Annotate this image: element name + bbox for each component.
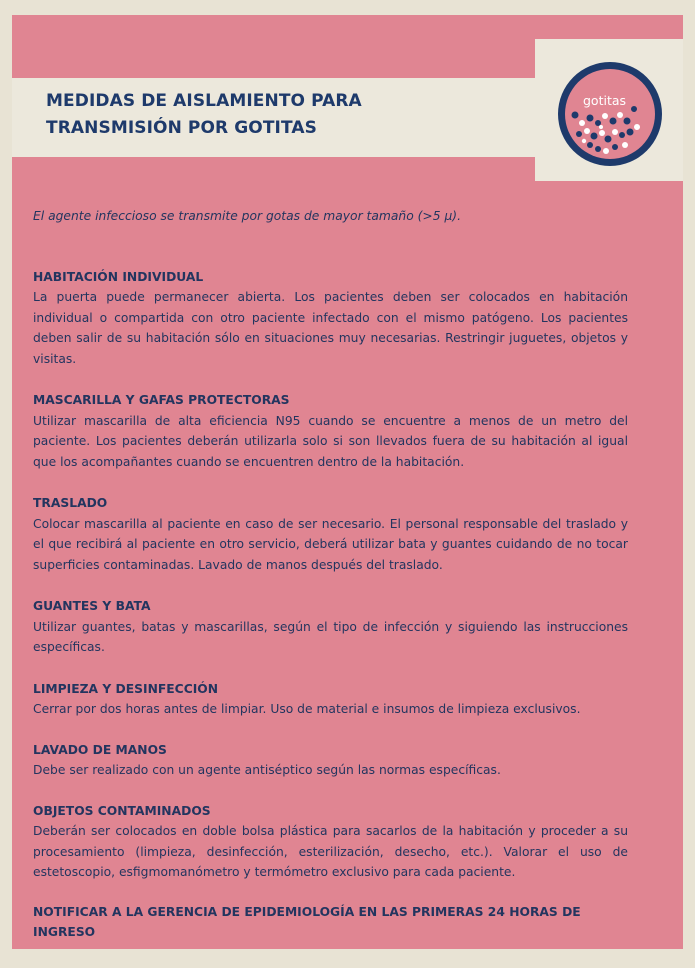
title-line-2: TRANSMISIÓN POR GOTITAS	[46, 118, 317, 138]
droplets-badge-icon	[535, 39, 683, 181]
page-title	[46, 88, 362, 142]
section-body: Cerrar por dos horas antes de limpiar. Uso de material e insumos de limpieza exclusivos.	[33, 702, 581, 716]
footer-note: NOTIFICAR A LA GERENCIA DE EPIDEMIOLOGÍA EN LAS PRIMERAS 24 HORAS DE INGRESO	[33, 904, 581, 939]
intro-text: El agente infeccioso se transmite por gotas de mayor tamaño (>5 µ).	[33, 209, 461, 223]
section-body: Utilizar guantes, batas y mascarillas, según el tipo de infección y siguiendo las instrucciones específicas.	[33, 619, 628, 654]
section-heading: GUANTES Y BATA	[33, 599, 151, 613]
section-guantes	[33, 596, 628, 658]
section-heading: LAVADO DE MANOS	[33, 742, 167, 757]
section-objetos	[33, 801, 628, 883]
section-body: Deberán ser colocados en doble bolsa plástica para sacarlos de la habitación y proceder a su procesamiento (limpieza, desinfección, esterilización, desecho, etc.). Valorar el uso de estetoscopio, esfigmomanómetro y termómetro exclusivo para cada paciente.	[33, 824, 628, 879]
section-body: Colocar mascarilla al paciente en caso de ser necesario. El personal responsable del traslado y el que recibirá al paciente en otro servicio, deberá utilizar bata y guantes cuidando de no tocar superficies contaminadas. Lavado de manos después del traslado.	[33, 516, 628, 572]
title-band	[12, 78, 540, 157]
section-lavado	[33, 740, 628, 781]
section-heading: TRASLADO	[33, 496, 108, 510]
section-traslado	[33, 493, 628, 575]
section-body: Utilizar mascarilla de alta eficiencia N95 cuando se encuentre a menos de un metro del paciente. Los pacientes deberán utilizarla solo si son llevados fuera de su habitación al igual que los acompañantes cuando se encuentren dentro de la habitación.	[33, 413, 628, 469]
section-limpieza	[33, 679, 628, 720]
section-heading: LIMPIEZA Y DESINFECCIÓN	[33, 681, 219, 696]
section-body: La puerta puede permanecer abierta. Los pacientes deben ser colocados en habitación individual o compartida con otro paciente infectado con el mismo patógeno. Los pacientes deben salir de su habitación sólo en situaciones muy necesarias. Restringir juguetes, objetos y visitas.	[33, 290, 628, 366]
content	[33, 206, 628, 943]
section-habitacion	[33, 267, 628, 370]
logo-box	[535, 39, 683, 181]
section-heading: OBJETOS CONTAMINADOS	[33, 803, 211, 818]
title-line-1: MEDIDAS DE AISLAMIENTO PARA	[46, 91, 362, 111]
section-body: Debe ser realizado con un agente antiséptico según las normas específicas.	[33, 763, 501, 777]
badge-label: gotitas	[583, 93, 627, 108]
section-heading: MASCARILLA Y GAFAS PROTECTORAS	[33, 393, 290, 407]
section-mascarilla	[33, 390, 628, 472]
section-heading: HABITACIÓN INDIVIDUAL	[33, 269, 204, 284]
